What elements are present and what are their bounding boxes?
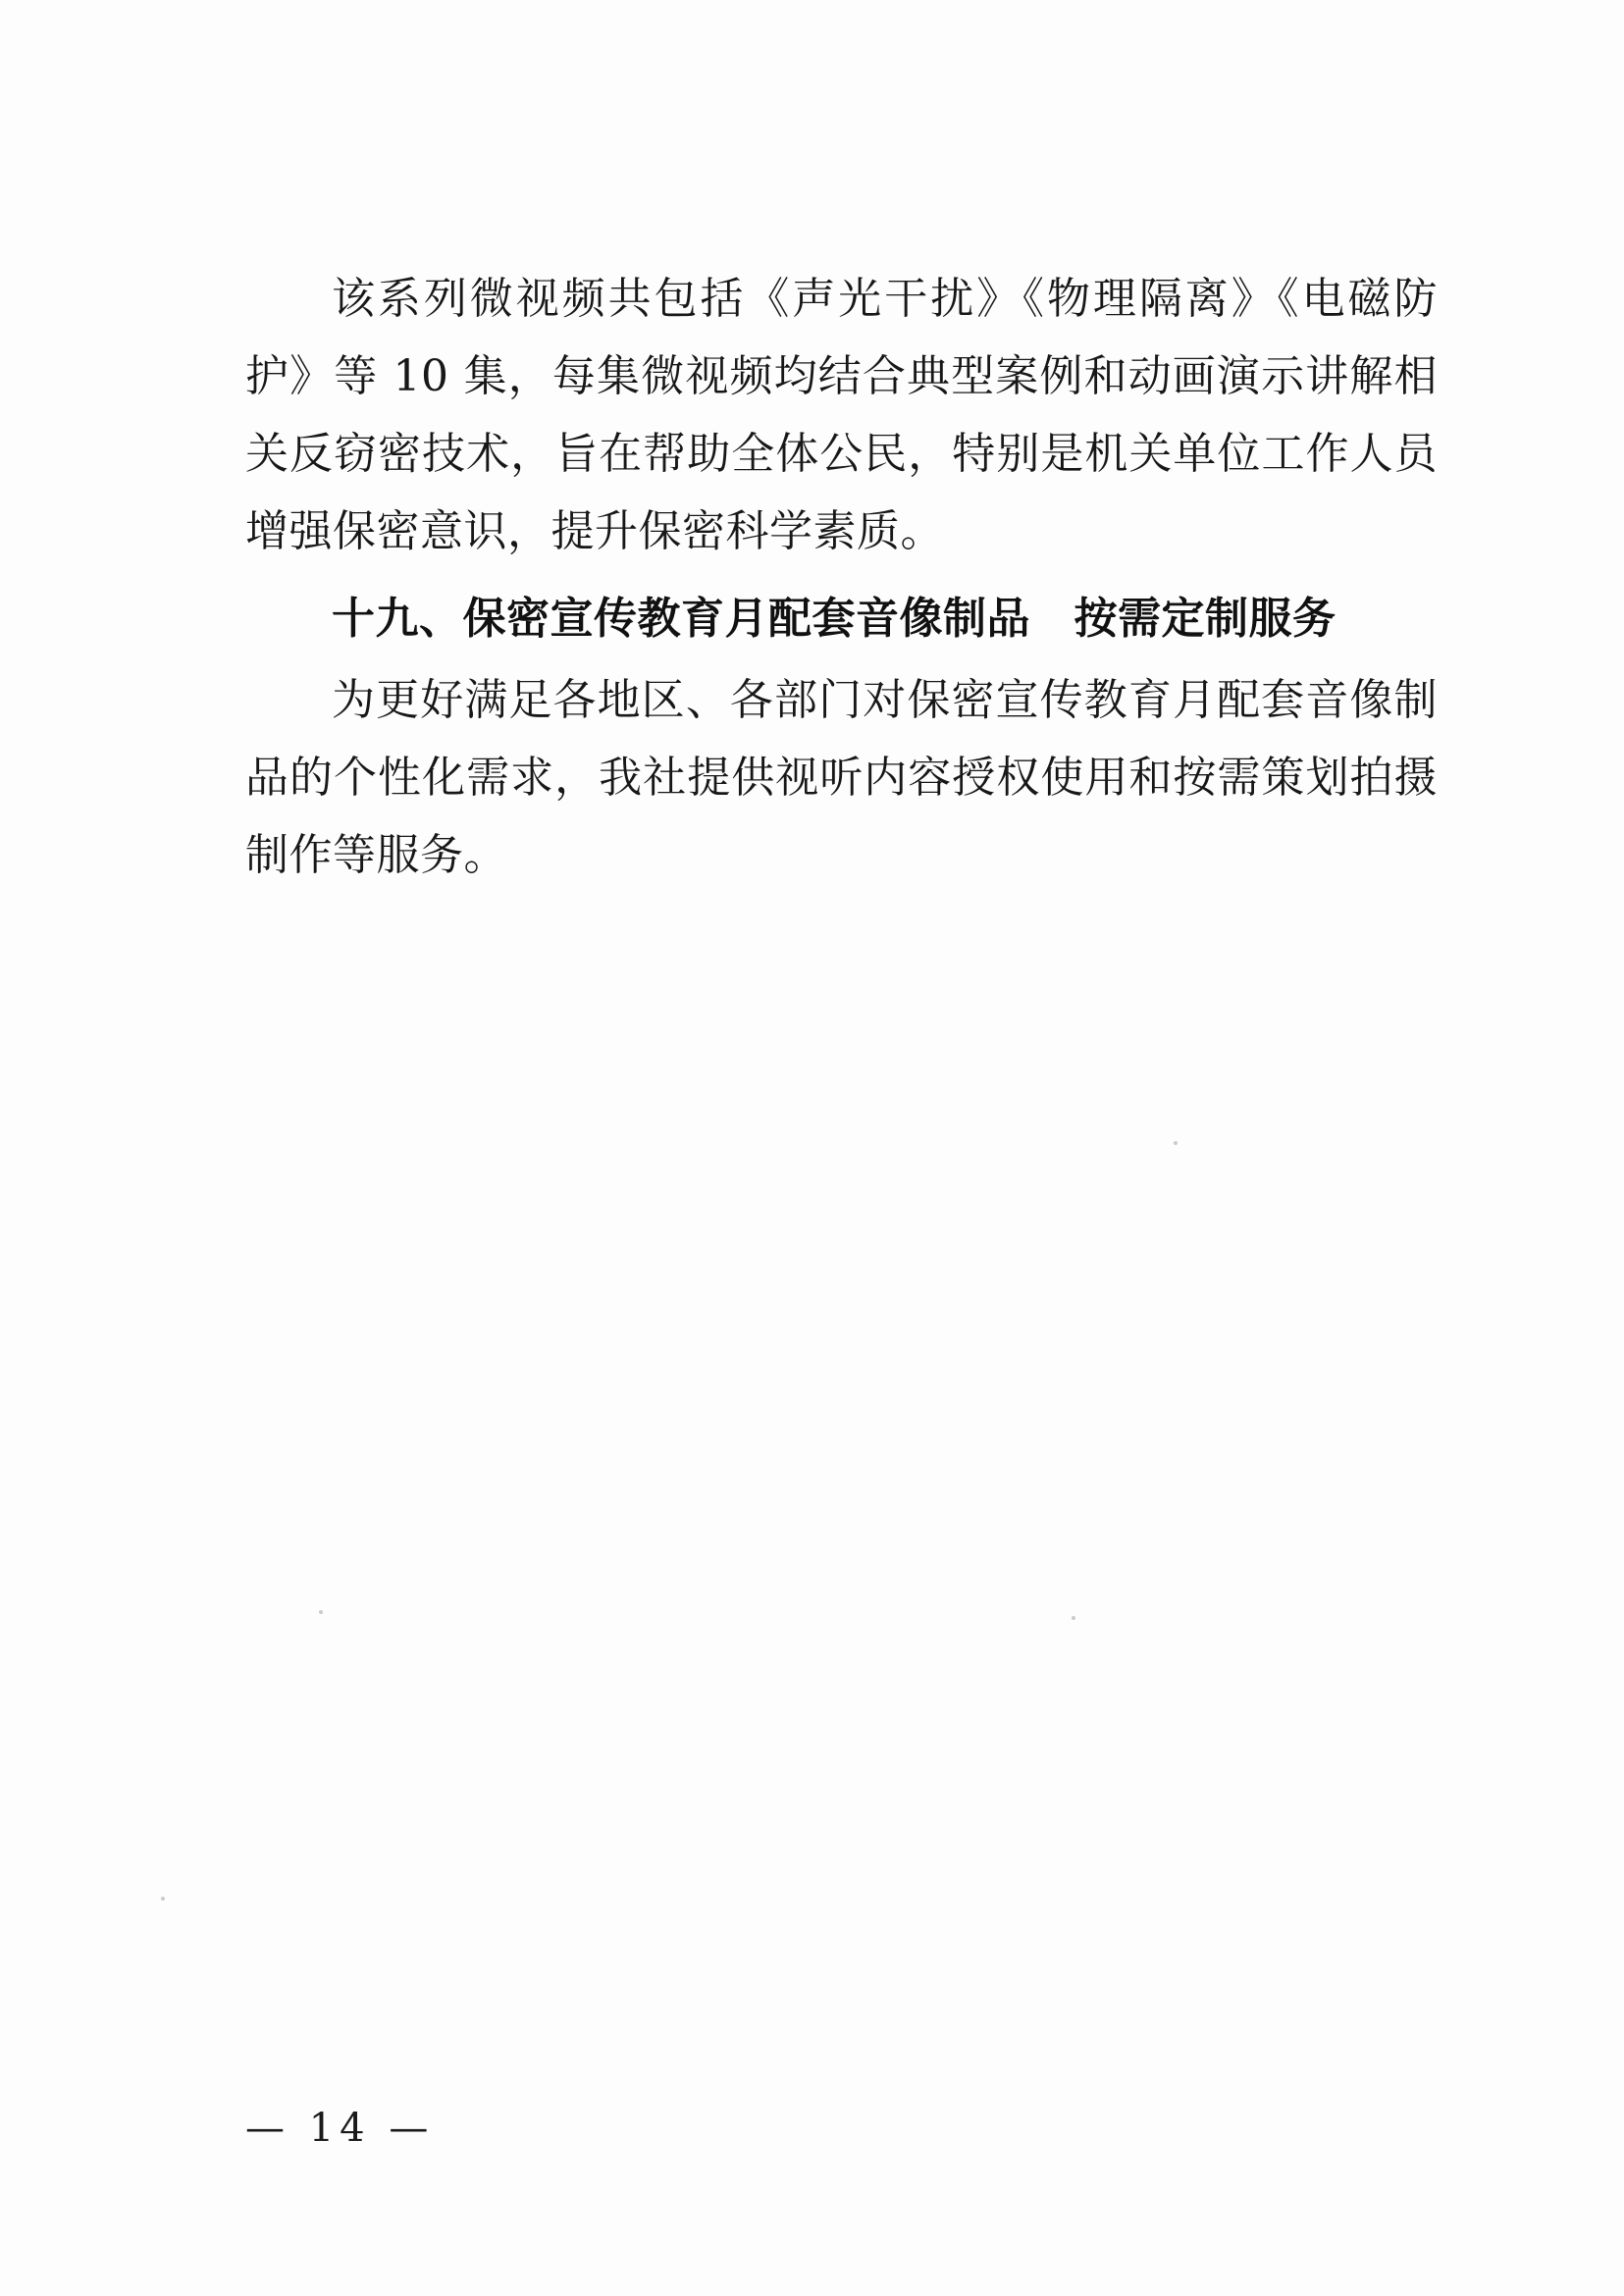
page-number: — 14 —	[245, 2106, 435, 2151]
paragraph-intro: 该系列微视频共包括《声光干扰》《物理隔离》《电磁防护》等 10 集，每集微视频均结合典型案例和动画演示讲解相关反窃密技术，旨在帮助全体公民，特别是机关单位工作人员增强保密意识，提升保密科学素质。	[245, 274, 1438, 556]
paragraph-custom-service: 为更好满足各地区、各部门对保密宣传教育月配套音像制品的个性化需求，我社提供视听内容授权使用和按需策划拍摄制作等服务。	[245, 675, 1438, 880]
paper-speck	[1072, 1616, 1075, 1620]
section-heading-nineteen: 十九、保密宣传教育月配套音像制品 按需定制服务	[332, 594, 1336, 644]
paper-speck	[319, 1610, 323, 1614]
paper-speck	[161, 1897, 165, 1901]
page-content	[245, 260, 1438, 894]
paper-speck	[1174, 1141, 1178, 1145]
